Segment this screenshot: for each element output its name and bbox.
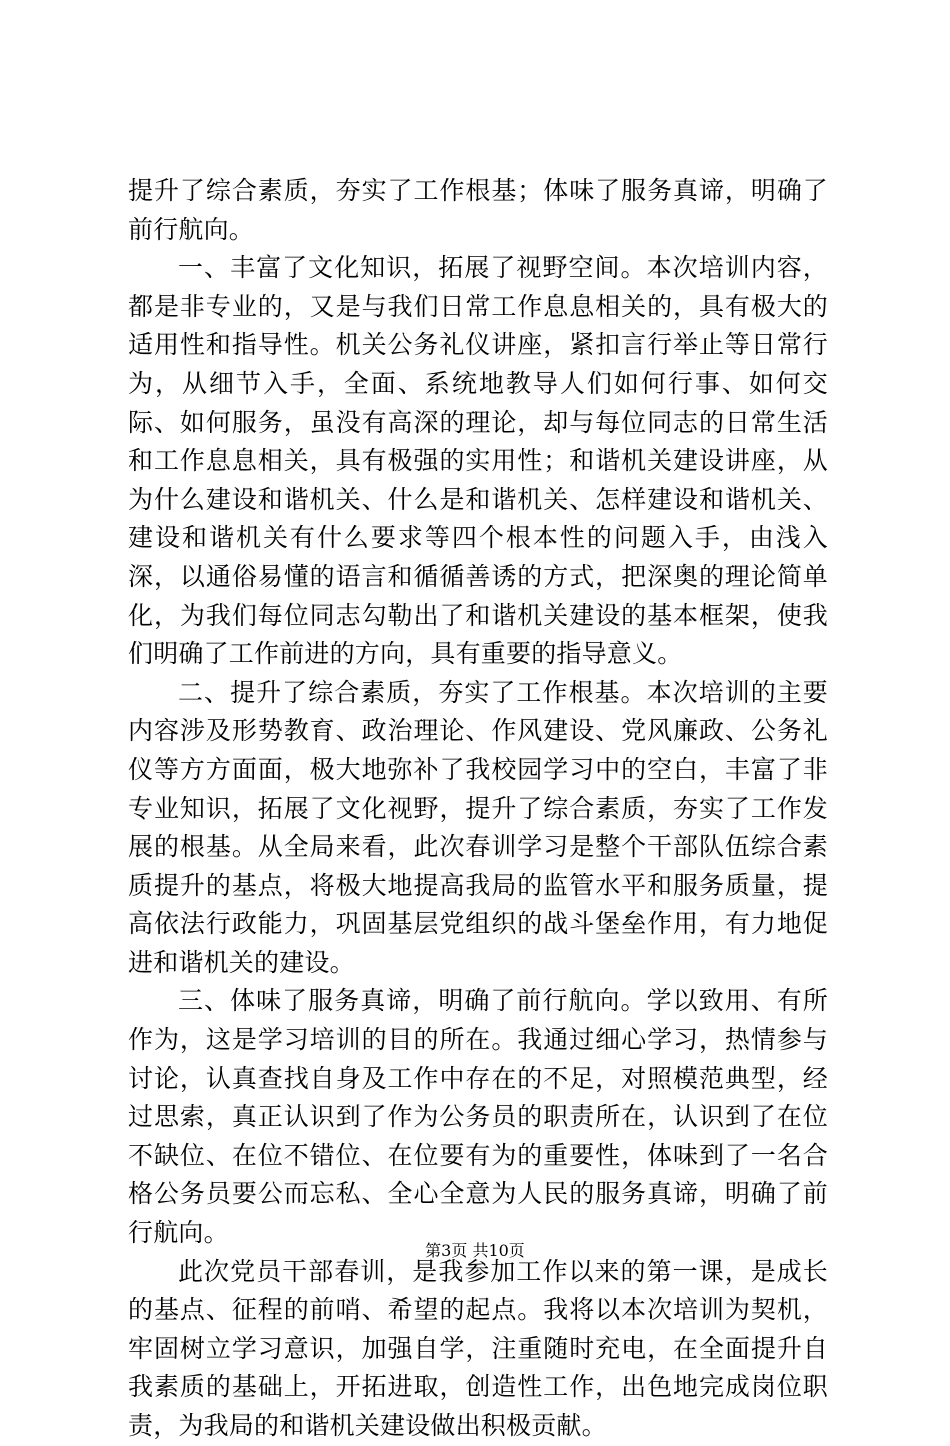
paragraph-section-one: 一、丰富了文化知识，拓展了视野空间。本次培训内容，都是非专业的，又是与我们日常工作息息相关的，具有极大的适用性和指导性。机关公务礼仪讲座，紧扣言行举止等日常行为，从细节入手，全面、系统地教导人们如何行事、如何交际、如何服务，虽没有高深的理论，却与每位同志的日常生活和工作息息相关，具有极强的实用性；和谐机关建设讲座，从为什么建设和谐机关、什么是和谐机关、怎样建设和谐机关、建设和谐机关有什么要求等四个根本性的问题入手，由浅入深，以通俗易懂的语言和循循善诱的方式，把深奥的理论简单化，为我们每位同志勾勒出了和谐机关建设的基本框架，使我们明确了工作前进的方向，具有重要的指导意义。 <box>128 253 828 669</box>
paragraph-conclusion: 此次党员干部春训，是我参加工作以来的第一课，是成长的基点、征程的前哨、希望的起点。我将以本次培训为契机，牢固树立学习意识，加强自学，注重随时充电，在全面提升自我素质的基础上，开拓进取，创造性工作，出色地完成岗位职责，为我局的和谐机关建设做出积极贡献。 <box>128 1256 828 1440</box>
paragraph-section-three: 三、体味了服务真谛，明确了前行航向。学以致用、有所作为，这是学习培训的目的所在。我通过细心学习，热情参与讨论，认真查找自身及工作中存在的不足，对照模范典型，经过思索，真正认识到了作为公务员的职责所在，认识到了在位不缺位、在位不错位、在位要有为的重要性，体味到了一名合格公务员要公而忘私、全心全意为人民的服务真谛，明确了前行航向。 <box>128 986 828 1248</box>
page-number-footer: 第3页 共10页 <box>425 1241 525 1260</box>
paragraph-section-two: 二、提升了综合素质，夯实了工作根基。本次培训的主要内容涉及形势教育、政治理论、作风建设、党风廉政、公务礼仪等方方面面，极大地弥补了我校园学习中的空白，丰富了非专业知识，拓展了文化视野，提升了综合素质，夯实了工作发展的根基。从全局来看，此次春训学习是整个干部队伍综合素质提升的基点，将极大地提高我局的监管水平和服务质量，提高依法行政能力，巩固基层党组织的战斗堡垒作用，有力地促进和谐机关的建设。 <box>128 677 828 977</box>
paragraph-continuation: 提升了综合素质，夯实了工作根基；体味了服务真谛，明确了前行航向。 <box>128 176 828 244</box>
